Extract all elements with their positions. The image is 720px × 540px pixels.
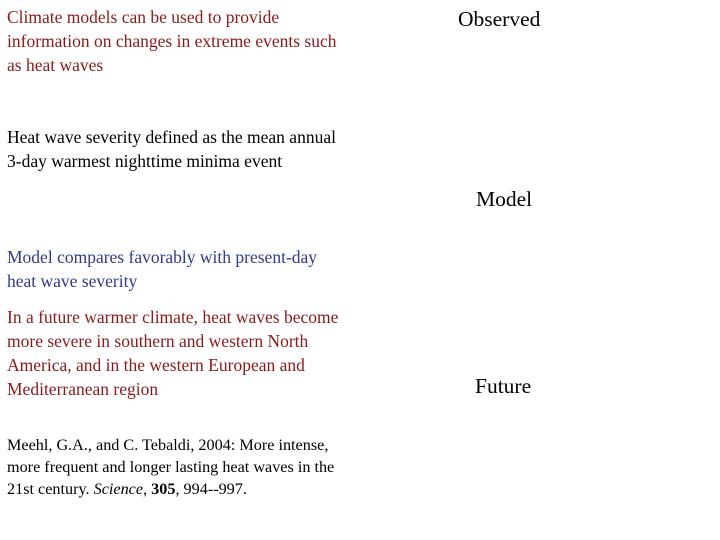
reference-separator: , — [143, 480, 152, 498]
reference-authors: Meehl, G.A., and C. Tebaldi, 2004: More intense, more frequent and longer lasting heat waves in the 21st century. — [7, 436, 335, 498]
reference-citation — [7, 434, 342, 500]
reference-volume: 305 — [151, 480, 176, 498]
observed-label: Observed — [458, 7, 541, 31]
future-text: In a future warmer climate, heat waves become more severe in southern and western North America, and in the western European and Mediterranean region — [7, 307, 339, 399]
reference-journal: Science — [93, 480, 144, 498]
comparison-text: Model compares favorably with present-day heat wave severity — [7, 247, 318, 291]
future-label: Future — [475, 374, 532, 398]
model-label: Model — [476, 187, 533, 211]
definition-text: Heat wave severity defined as the mean annual 3-day warmest nighttime minima event — [7, 127, 336, 171]
intro-text: Climate models can be used to provide information on changes in extreme events such as heat waves — [7, 7, 337, 75]
reference-pages: , 994--997. — [175, 480, 247, 498]
